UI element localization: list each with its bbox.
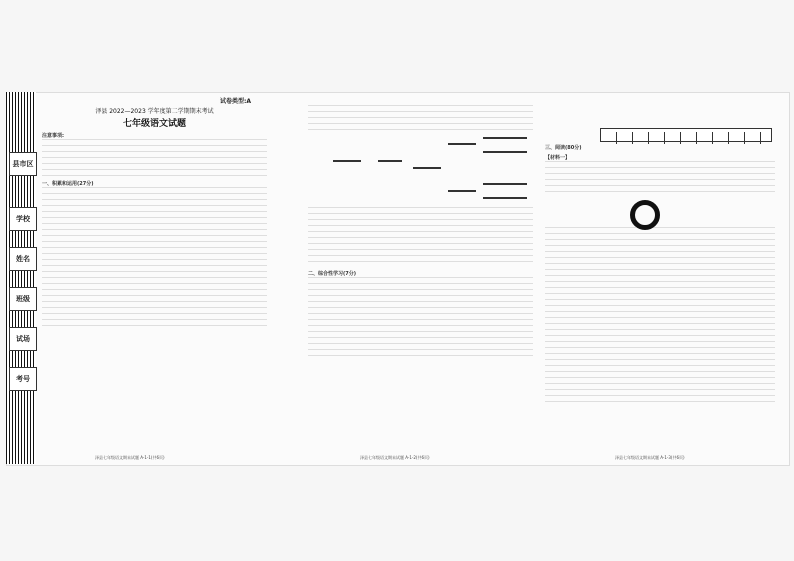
section1-header: 一、积累和运用(27分) [42, 181, 94, 187]
exam-subtitle: 泽县 2022—2023 学年度第二学期期末考试 [95, 108, 214, 115]
mindmap-node [413, 167, 441, 169]
notice-text-block [42, 139, 267, 177]
section1-text-block [42, 187, 267, 327]
paper-type: 试卷类型:A [220, 98, 252, 105]
mindmap-node [448, 143, 476, 145]
q5-text-block [308, 207, 533, 267]
side-label-school: 学校 [9, 207, 37, 231]
side-label-room: 试场 [9, 327, 37, 351]
side-label-region: 县市区 [9, 152, 37, 176]
mind-map [308, 135, 533, 207]
mindmap-node [378, 160, 402, 162]
mindmap-node [483, 197, 527, 199]
page-footer-right: 泽县七年级语文期末试题 A-1-3(共6页) [615, 455, 685, 460]
mindmap-node [483, 183, 527, 185]
donut-chart-icon [630, 200, 660, 230]
column-2 [308, 105, 533, 357]
column-1 [42, 105, 267, 327]
exam-title: 七年级语文试题 [122, 119, 186, 129]
chart-area [545, 193, 775, 227]
section2-text-block [308, 277, 533, 357]
side-label-name: 姓名 [9, 247, 37, 271]
binding-strip [6, 92, 36, 464]
mindmap-node [333, 160, 361, 162]
character-grid [600, 128, 772, 142]
reading-text-block [545, 227, 775, 402]
column-3 [545, 145, 775, 402]
material-label: 【材料一】 [545, 155, 571, 161]
q4-text-block [308, 105, 533, 135]
mindmap-node [483, 137, 527, 139]
side-label-class: 班级 [9, 287, 37, 311]
material1-text-block [545, 161, 775, 193]
section3-header: 三、阅读(80分) [545, 145, 582, 151]
page-footer-middle: 泽县七年级语文期末试题 A-1-2(共6页) [360, 455, 430, 460]
page-footer-left: 泽县七年级语文期末试题 A-1-1(共6页) [95, 455, 165, 460]
section2-header: 二、综合性学习(7分) [308, 271, 357, 277]
side-label-number: 考号 [9, 367, 37, 391]
mindmap-node [448, 190, 476, 192]
notice-header: 注意事项: [42, 133, 64, 139]
mindmap-node [483, 151, 527, 153]
